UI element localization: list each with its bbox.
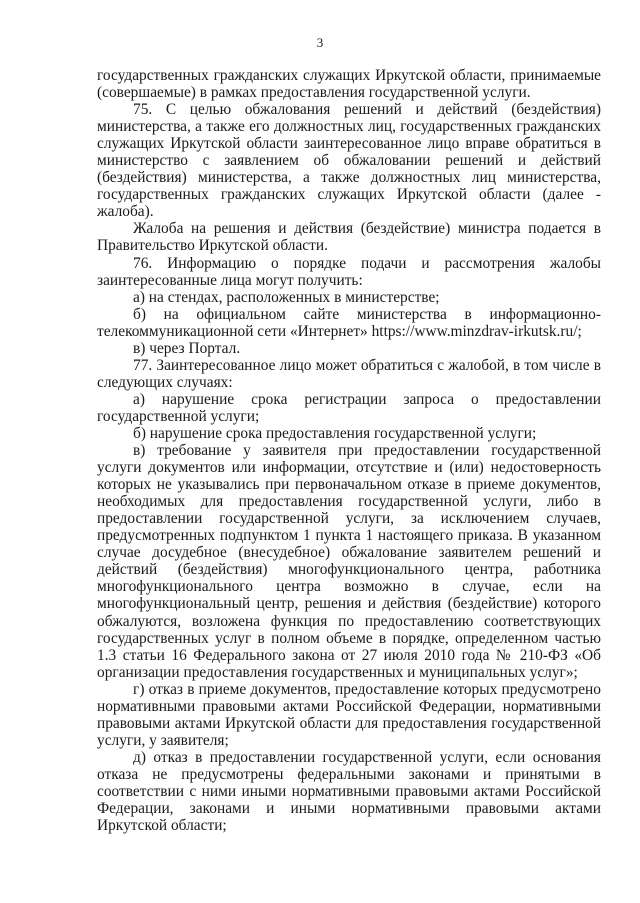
list-item: а) нарушение срока регистрации запроса о предоставлении государственной услуги;: [97, 390, 601, 425]
list-item: в) через Портал.: [133, 339, 241, 357]
list-item: б) на официальном сайте министерства в информационно-телекоммуникационной сети «Интернет» https://www.minzdrav-irkutsk.ru/;: [97, 305, 601, 340]
page-number: 3: [316, 35, 324, 50]
paragraph: Жалоба на решения и действия (бездействие) министра подается в Правительство Иркутской области.: [97, 220, 601, 255]
list-item: а) на стендах, расположенных в министерстве;: [133, 288, 440, 306]
paragraph: государственных гражданских служащих Иркутской области, принимаемые (совершаемые) в рамках предоставления государственной услуги.: [97, 67, 601, 102]
paragraph-76: 76. Информацию о порядке подачи и рассмотрения жалобы заинтересованные лица могут получить:: [97, 254, 601, 289]
list-item: д) отказ в предоставлении государственной услуги, если основания отказа не предусмотрены федеральными законами и принятыми в соответствии с ними иными нормативными правовыми актами Российской Федерации, законами и иными нормативными правовыми актами Иркутской области;: [97, 748, 601, 835]
paragraph-75: 75. С целью обжалования решений и действий (бездействия) министерства, а также его должностных лиц, государственных гражданских служащих Иркутской области заинтересованное лицо вправе обратиться в министерство с заявлением об обжаловании решений и действий (бездействия) министерства, а также должностных лиц министерства, государственных гражданских служащих Иркутской области (далее - жалоба).: [97, 101, 601, 221]
list-item: в) требование у заявителя при предоставлении государственной услуги документов или информации, отсутствие и (или) недостоверность которых не указывались при первоначальном отказе в приеме документов, необходимых для предоставления государственной услуги, либо в предоставлении государственной услуги, за исключением случаев, предусмотренных подпунктом 1 пункта 1 настоящего приказа. В указанном случае досудебное (внесудебное) обжалование заявителем решений и действий (бездействия) многофункционального центра, работника многофункционального центра возможно в случае, если на многофункциональный центр, решения и действия (бездействие) которого обжалуются, возложена функция по предоставлению соответствующих государственных услуг в полном объеме в порядке, определенном частью 1.3 статьи 16 Федерального закона от 27 июля 2010 года № 210-ФЗ «Об организации предоставления государственных и муниципальных услуг»;: [97, 442, 601, 681]
list-item: г) отказ в приеме документов, предоставление которых предусмотрено нормативными правовыми актами Российской Федерации, нормативными правовыми актами Иркутской области для предоставления государственной услуги, у заявителя;: [97, 680, 601, 749]
paragraph-77: 77. Заинтересованное лицо может обратиться с жалобой, в том числе в следующих случаях:: [97, 356, 601, 391]
list-item: б) нарушение срока предоставления государственной услуги;: [133, 424, 537, 442]
document-body: [97, 67, 601, 834]
